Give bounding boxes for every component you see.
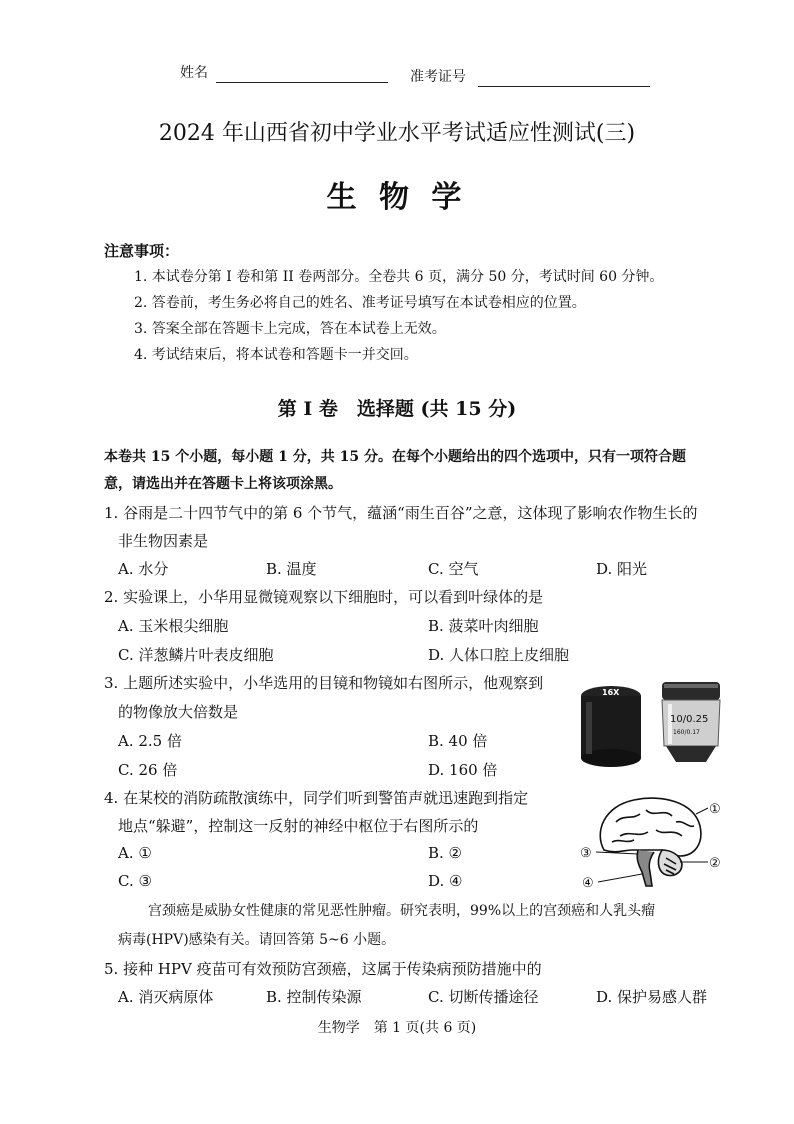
option-b: B. 温度 [266,560,317,578]
option-c: C. 切断传播途径 [428,988,539,1006]
option-a: A. ① [118,844,152,862]
option-a: A. 水分 [118,560,169,578]
passage-text: 病毒(HPV)感染有关。请回答第 5~6 小题。 [118,932,396,948]
question-4-stem: 地点“躲避”，控制这一反射的神经中枢位于右图所示的 [118,817,479,835]
question-3-stem: 3. 上题所述实验中，小华选用的目镜和物镜如右图所示，他观察到 [104,674,544,692]
marker-1: ① [709,802,721,817]
marker-2: ② [709,856,721,871]
option-d: D. 160 倍 [428,761,498,779]
option-a: A. 消灭病原体 [118,988,214,1006]
option-c: C. 空气 [428,560,479,578]
objective-sublabel: 160/0.17 [673,729,700,736]
option-a: A. 2.5 倍 [118,732,182,750]
question-5-stem: 5. 接种 HPV 疫苗可有效预防宫颈癌，这属于传染病预防措施中的 [104,960,542,978]
name-line [216,66,388,83]
question-1-stem: 1. 谷雨是二十四节气中的第 6 个节气，蕴涵“雨生百谷”之意，这体现了影响农作物生长的 [104,504,698,522]
option-a: A. 玉米根尖细胞 [118,617,229,635]
option-b: B. 菠菜叶肉细胞 [428,617,539,635]
notice-item: 1. 本试卷分第 I 卷和第 II 卷两部分。全卷共 6 页，满分 50 分，考试时间 60 分钟。 [134,269,664,285]
notice-heading: 注意事项： [104,242,180,260]
subject-title: 生 物 学 [326,180,468,215]
exam-id-line [478,70,650,87]
objective-lens-icon [662,682,720,762]
option-d: D. 保护易感人群 [596,988,708,1006]
notice-item: 2. 答卷前，考生务必将自己的姓名、准考证号填写在本试卷相应的位置。 [134,295,586,311]
brain-icon [600,798,701,886]
brain-diagram [576,792,736,896]
option-c: C. 洋葱鳞片叶表皮细胞 [118,646,274,664]
option-d: D. ④ [428,872,463,890]
microscope-lenses-figure [576,676,726,776]
eyepiece-icon [581,686,641,767]
marker-4: ④ [582,876,594,891]
section-title: 第 I 卷 选择题 (共 15 分) [277,398,517,420]
option-b: B. ② [428,844,463,862]
question-4-stem: 4. 在某校的消防疏散演练中，同学们听到警笛声就迅速跑到指定 [104,789,529,807]
passage-text: 宫颈癌是威胁女性健康的常见恶性肿瘤。研究表明，99%以上的宫颈癌和人乳头瘤 [148,903,656,919]
section-instruction: 意，请选出并在答题卡上将该项涂黑。 [104,476,342,492]
exam-title: 2024 年山西省初中学业水平考试适应性测试(三) [158,121,636,146]
notice-item: 3. 答案全部在答题卡上完成，答在本试卷上无效。 [134,321,446,337]
notice-item: 4. 考试结束后，将本试卷和答题卡一并交回。 [134,347,418,363]
option-c: C. 26 倍 [118,761,178,779]
objective-label: 10/0.25 [670,714,709,725]
exam-id-label: 准考证号 [410,69,466,85]
question-1-stem: 非生物因素是 [118,532,209,550]
eyepiece-label: 16X [602,688,620,697]
question-2-stem: 2. 实验课上，小华用显微镜观察以下细胞时，可以看到叶绿体的是 [104,588,544,606]
section-instruction: 本卷共 15 个小题，每小题 1 分，共 15 分。在每个小题给出的四个选项中，只有一项符合题 [104,449,686,465]
name-label: 姓名 [180,65,208,81]
option-b: B. 控制传染源 [266,988,362,1006]
option-b: B. 40 倍 [428,732,488,750]
marker-3: ③ [580,846,592,861]
option-c: C. ③ [118,872,152,890]
option-d: D. 阳光 [596,560,648,578]
page-footer: 生物学 第 1 页(共 6 页) [317,1020,477,1036]
option-d: D. 人体口腔上皮细胞 [428,646,570,664]
question-3-stem: 的物像放大倍数是 [118,703,239,721]
